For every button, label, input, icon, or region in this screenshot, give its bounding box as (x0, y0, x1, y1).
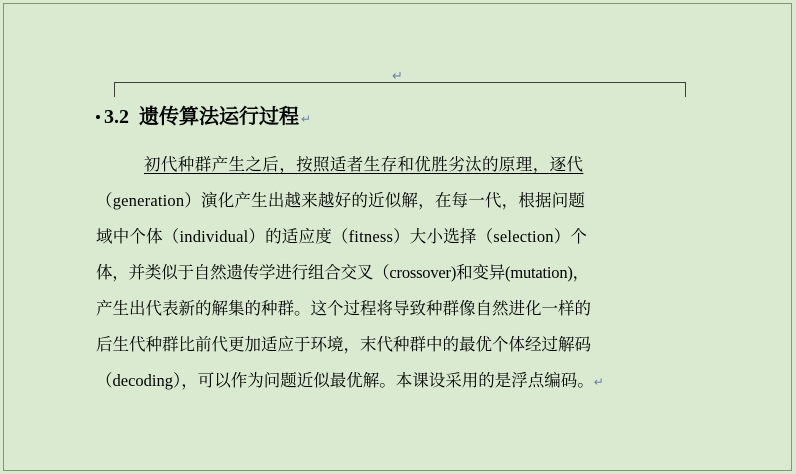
paragraph-line (96, 327, 696, 363)
top-paragraph-mark: ↵ (392, 68, 403, 83)
paragraph-end-mark: ↵ (593, 375, 604, 389)
margin-mark-top-right (671, 82, 686, 97)
margin-mark-top-left (114, 82, 129, 97)
paragraph-line (96, 183, 696, 219)
paragraph-line-1: 初代种群产生之后，按照适者生存和优胜劣汰的原理，逐代 (144, 155, 584, 174)
section-heading (96, 100, 696, 129)
paragraph-line-6: 后生代种群比前代更加适应于环境，末代种群中的最优个体经过解码 (96, 335, 591, 354)
document-content (96, 100, 696, 400)
heading-number: 3.2 (104, 106, 129, 128)
paragraph-line-7: （decoding），可以作为问题近似最优解。本课设采用的是浮点编码。 (96, 371, 594, 390)
paragraph-line-5: 产生出代表新的解集的种群。这个过程将导致种群像自然进化一样的 (96, 299, 591, 318)
paragraph-line (96, 147, 696, 183)
paragraph-line-2: （generation）演化产生出越来越好的近似解，在每一代，根据问题 (96, 191, 586, 210)
paragraph-line (96, 255, 696, 291)
paragraph-line (96, 219, 696, 255)
heading-bullet-icon (96, 115, 100, 119)
paragraph-line-4: 体，并类似于自然遗传学进行组合交叉（crossover)和变异(mutation)， (96, 263, 589, 282)
paragraph-line (96, 291, 696, 327)
paragraph-line (96, 363, 696, 400)
heading-paragraph-mark: ↵ (301, 112, 312, 126)
body-paragraph (96, 147, 696, 400)
paragraph-line-3: 域中个体（individual）的适应度（fitness）大小选择（selection）个 (96, 227, 588, 246)
heading-title: 遗传算法运行过程 (139, 106, 299, 128)
text-area-margin-marks (114, 82, 686, 100)
